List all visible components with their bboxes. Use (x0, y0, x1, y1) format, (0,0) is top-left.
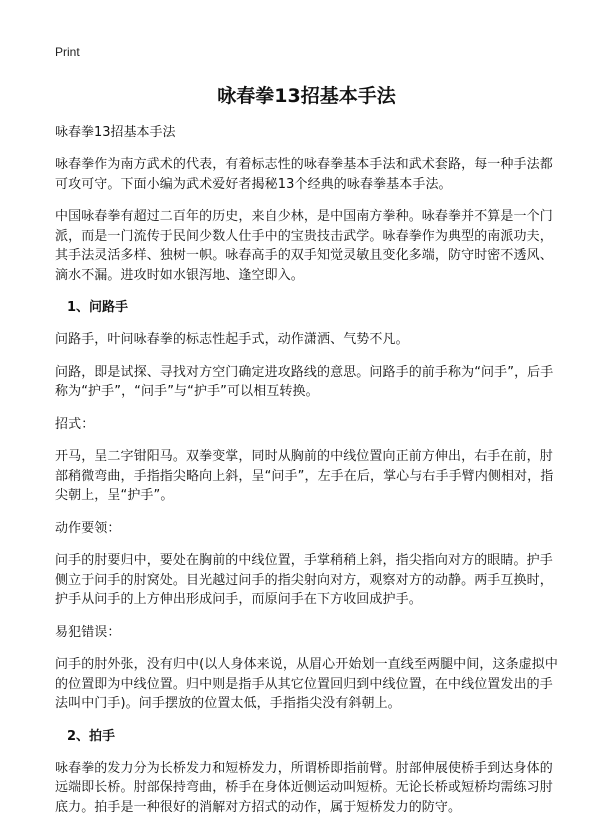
print-link[interactable]: Print (55, 45, 80, 59)
intro-paragraph-2: 中国咏春拳有超过二百年的历史，来自少林，是中国南方拳种。咏春拳并不算是一个门派，而是一门流传于民间少数人仕手中的宝贵技击武学。咏春拳作为典型的南派功夫，其手法灵活多样、独树一帜。咏春高手的双手知觉灵敏且变化多端，防守时密不透风、滴水不漏。进攻时如水银泻地、逢空即入。 (55, 209, 553, 283)
section-1-label-mistakes: 易犯错误： (55, 624, 121, 640)
intro-paragraph-1: 咏春拳作为南方武术的代表，有着标志性的咏春拳基本手法和武术套路，每一种手法都可攻可守。下面小编为武术爱好者揭秘13个经典的咏春拳基本手法。 (55, 157, 553, 192)
section-1-paragraph-1: 问路手，叶问咏春拳的标志性起手式，动作潇洒、气势不凡。 (55, 332, 409, 347)
section-heading-wenlushou: 1、问路手 (67, 300, 129, 315)
section-1-label-essentials: 动作要领： (55, 520, 121, 536)
section-1-paragraph-moves: 开马，呈二字钳阳马。双拳变掌，同时从胸前的中线位置向正前方伸出，右手在前，肘部稍微弯曲，手指指尖略向上斜，呈“问手”，左手在后，掌心与右手手臂内侧相对，指尖朝上，呈“护手”。 (55, 449, 554, 503)
page-title: 咏春拳13招基本手法 (217, 85, 396, 107)
section-1-paragraph-essentials: 问手的肘要归中，要处在胸前的中线位置，手掌稍稍上斜，指尖指向对方的眼睛。护手侧立于问手的肘窝处。目光越过问手的指尖射向对方，观察对方的动静。两手互换时，护手从问手的上方伸出形成问手，而原问手在下方收回成护手。 (55, 553, 553, 607)
section-1-label-moves: 招式： (55, 416, 95, 432)
section-1-paragraph-mistakes: 问手的肘外张，没有归中(以人身体来说，从眉心开始划一直线至两腿中间，这条虚拟中的位置即为中线位置。归中则是指手从其它位置回归到中线位置，在中线位置发出的手法叫中门手)。问手摆放的位置太低，手指指尖没有斜朝上。 (55, 657, 558, 711)
section-1-paragraph-2: 问路，即是试探、寻找对方空门确定进攻路线的意思。问路手的前手称为“问手”，后手称为“护手”，“问手”与“护手”可以相互转换。 (55, 364, 554, 399)
section-heading-paishou: 2、拍手 (67, 728, 116, 744)
section-2-paragraph-1: 咏春拳的发力分为长桥发力和短桥发力，所谓桥即指前臂。肘部伸展使桥手到达身体的远端即长桥。肘部保持弯曲，桥手在身体近侧运动叫短桥。无论长桥或短桥均需练习肘底力。拍手是一种很好的消解对方招式的动作，属于短桥发力的防守。 (55, 760, 553, 815)
document-subtitle: 咏春拳13招基本手法 (55, 125, 176, 140)
